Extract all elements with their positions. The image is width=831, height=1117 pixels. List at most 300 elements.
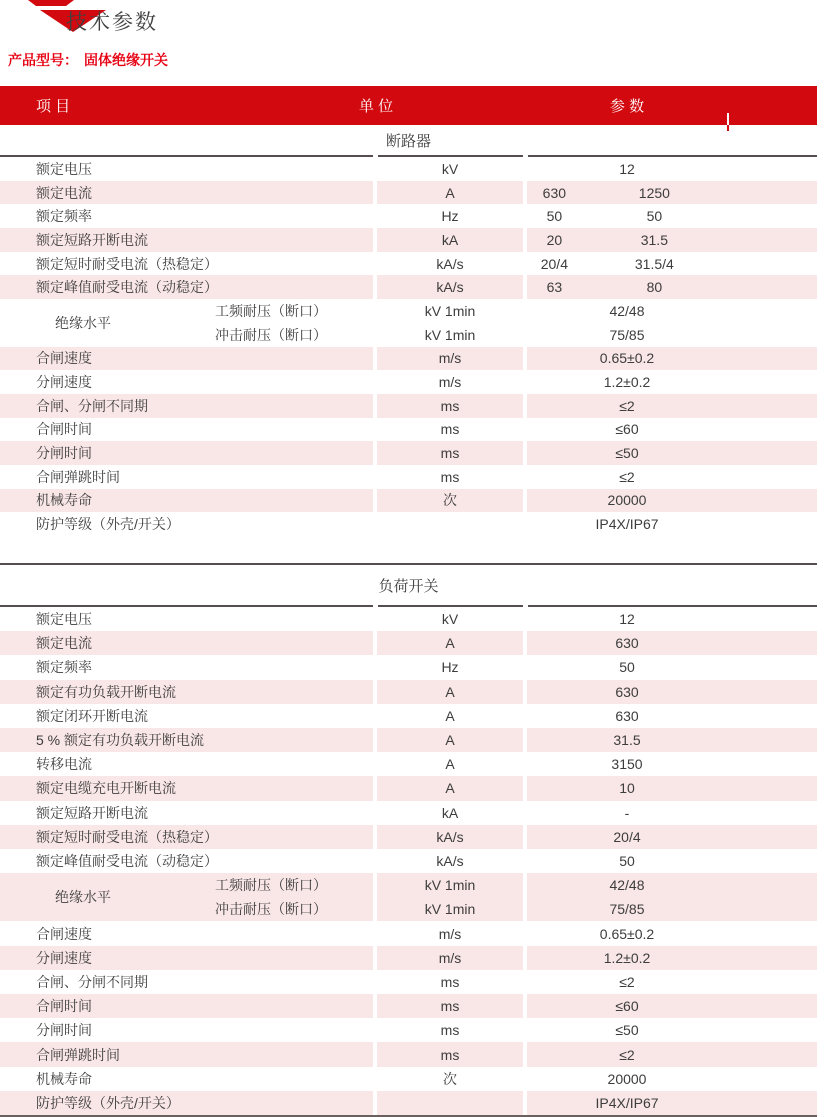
- row-unit-cell: [377, 994, 523, 1018]
- row-label: 额定频率: [36, 208, 92, 225]
- row-unit: ms: [440, 998, 460, 1015]
- row-values: [527, 611, 727, 627]
- row-unit: kA: [441, 804, 459, 821]
- row-values: [527, 185, 727, 201]
- row-values: [527, 780, 727, 796]
- table-row: [0, 873, 817, 921]
- row-value: 1250: [638, 184, 670, 201]
- table-row: [0, 275, 817, 299]
- row-unit: m/s: [438, 949, 462, 966]
- row-label: 额定有功负载开断电流: [36, 683, 176, 700]
- row-value: ≤50: [615, 1022, 639, 1039]
- row-item-cell: [0, 347, 373, 371]
- header-item-label: 项 目: [36, 98, 71, 115]
- row-value: ≤2: [619, 973, 635, 990]
- row-item-cell: [0, 921, 373, 945]
- row-values: [527, 445, 727, 461]
- row-param-cell: [527, 157, 817, 181]
- header-param-label: 参 数: [609, 98, 645, 115]
- row-unit: 次: [443, 1070, 457, 1087]
- row-value: 1.2±0.2: [603, 374, 651, 391]
- table-row: [0, 441, 817, 465]
- row-param-cell: [527, 680, 817, 704]
- row-unit: kA/s: [436, 255, 464, 272]
- group-sub-label: 工频耐压（断口）: [215, 877, 327, 894]
- row-unit: ms: [440, 1046, 460, 1063]
- row-param-cell: [527, 849, 817, 873]
- table-row: [0, 418, 817, 442]
- row-value: ≤50: [615, 445, 639, 462]
- product-model-line: [8, 50, 168, 70]
- row-label: 合闸时间: [36, 998, 92, 1015]
- row-label: 防护等级（外壳/开关）: [36, 516, 180, 533]
- table-row: [0, 228, 817, 252]
- row-values: [527, 1095, 727, 1111]
- row-unit-cell: [377, 418, 523, 442]
- row-param-cell: [527, 970, 817, 994]
- row-values: [527, 279, 727, 295]
- row-unit-cell: [377, 970, 523, 994]
- row-item-cell: [0, 873, 373, 921]
- table-row: [0, 994, 817, 1018]
- row-param-cell: [527, 994, 817, 1018]
- row-values: [527, 829, 727, 845]
- row-unit-cell: [377, 1018, 523, 1042]
- row-value: 31.5: [613, 732, 641, 749]
- row-label: 机械寿命: [36, 492, 92, 509]
- row-unit-cell: [377, 489, 523, 513]
- row-unit-cell: [377, 1091, 523, 1115]
- row-value: 630: [542, 184, 567, 201]
- row-unit-cell: [377, 204, 523, 228]
- table-row: [0, 252, 817, 276]
- row-item-cell: [0, 252, 373, 276]
- row-item-cell: [0, 228, 373, 252]
- row-value: ≤2: [619, 397, 635, 414]
- row-value: 75/85: [609, 326, 645, 343]
- row-unit: kV 1min: [424, 326, 476, 343]
- row-unit: A: [445, 756, 455, 773]
- group-sub-label: 工频耐压（断口）: [215, 302, 327, 319]
- row-param-cell: [527, 825, 817, 849]
- group-sub-label: 冲击耐压（断口）: [215, 326, 327, 343]
- row-item-cell: [0, 776, 373, 800]
- row-unit: A: [445, 732, 455, 749]
- group-sub-labels: [215, 873, 327, 921]
- table-row: [0, 299, 817, 346]
- table-row: [0, 801, 817, 825]
- row-values: [527, 708, 727, 724]
- row-item-cell: [0, 801, 373, 825]
- row-unit: A: [445, 707, 455, 724]
- row-label: 合闸时间: [36, 421, 92, 438]
- row-values: [527, 421, 727, 437]
- row-unit: Hz: [441, 208, 459, 225]
- row-param-cell: [527, 370, 817, 394]
- row-unit-cell: [377, 680, 523, 704]
- row-unit: kV 1min: [424, 877, 476, 894]
- group-sub-labels: [215, 299, 327, 346]
- row-item-cell: [0, 465, 373, 489]
- row-values: [527, 374, 727, 390]
- row-param-cell: [527, 299, 817, 346]
- row-unit: A: [445, 184, 455, 201]
- row-value: 0.65±0.2: [599, 925, 655, 942]
- row-unit-cell: [377, 607, 523, 631]
- row-item-cell: [0, 970, 373, 994]
- row-unit-cell: [377, 394, 523, 418]
- row-param-cell: [527, 441, 817, 465]
- row-item-cell: [0, 275, 373, 299]
- row-values: [527, 1071, 727, 1087]
- row-unit: m/s: [438, 350, 462, 367]
- row-label: 合闸、分闸不同期: [36, 397, 148, 414]
- section-gap: [0, 536, 817, 563]
- row-values: [527, 805, 727, 821]
- section-rows: [0, 157, 817, 536]
- row-value: 630: [615, 683, 639, 700]
- row-value: 31.5: [640, 231, 668, 248]
- row-item-cell: [0, 1091, 373, 1115]
- row-unit: ms: [440, 468, 460, 485]
- row-param-cell: [527, 465, 817, 489]
- row-value: 63: [546, 279, 563, 296]
- row-value: -: [624, 804, 630, 821]
- row-unit-cell: [377, 873, 523, 921]
- row-unit-cell: [377, 728, 523, 752]
- row-item-cell: [0, 418, 373, 442]
- table-header-bar: [0, 86, 817, 125]
- row-unit-cell: [377, 825, 523, 849]
- row-values: [527, 974, 727, 990]
- row-item-cell: [0, 946, 373, 970]
- row-item-cell: [0, 181, 373, 205]
- row-item-cell: [0, 752, 373, 776]
- row-label: 机械寿命: [36, 1070, 92, 1087]
- row-param-cell: [527, 1091, 817, 1115]
- group-label: 绝缘水平: [55, 889, 111, 906]
- row-unit-cell: [377, 465, 523, 489]
- row-unit-cell: [377, 946, 523, 970]
- row-param-cell: [527, 921, 817, 945]
- row-value: 20000: [607, 492, 647, 509]
- row-unit-cell: [377, 921, 523, 945]
- row-value: 50: [646, 208, 663, 225]
- row-unit: kA/s: [436, 279, 464, 296]
- row-unit-cell: [377, 801, 523, 825]
- row-value: 10: [619, 780, 635, 797]
- row-value: 20000: [607, 1070, 647, 1087]
- row-param-cell: [527, 607, 817, 631]
- row-values: [527, 732, 727, 748]
- section-title: 断路器: [385, 132, 431, 150]
- section-title: 负荷开关: [378, 577, 439, 595]
- row-unit-cell: [377, 299, 523, 346]
- row-label: 额定短时耐受电流（热稳定）: [36, 828, 218, 845]
- row-label: 额定频率: [36, 659, 92, 676]
- row-param-cell: [527, 704, 817, 728]
- row-value: ≤2: [619, 468, 635, 485]
- row-param-cell: [527, 752, 817, 776]
- row-param-cell: [527, 655, 817, 679]
- row-unit: Hz: [441, 659, 459, 676]
- table-row: [0, 704, 817, 728]
- table-row: [0, 946, 817, 970]
- table-row: [0, 921, 817, 945]
- row-unit: ms: [440, 421, 460, 438]
- header-column-tick: [727, 113, 729, 125]
- row-unit-cell: [377, 849, 523, 873]
- header-unit-label: 单 位: [358, 98, 394, 115]
- row-value: 12: [619, 160, 635, 177]
- row-label: 额定峰值耐受电流（动稳定）: [36, 852, 218, 869]
- table-row: [0, 728, 817, 752]
- table-row: [0, 752, 817, 776]
- row-value: 42/48: [609, 877, 645, 894]
- row-unit-cell: [377, 1067, 523, 1091]
- row-item-cell: [0, 825, 373, 849]
- row-unit-cell: [377, 252, 523, 276]
- row-unit-cell: [377, 704, 523, 728]
- table-row: [0, 1018, 817, 1042]
- row-values: [527, 256, 727, 272]
- row-unit-cell: [377, 347, 523, 371]
- table-row: [0, 970, 817, 994]
- row-item-cell: [0, 441, 373, 465]
- row-values: [527, 853, 727, 869]
- row-item-cell: [0, 680, 373, 704]
- row-label: 合闸弹跳时间: [36, 1046, 120, 1063]
- row-param-cell: [527, 631, 817, 655]
- row-value: 50: [619, 659, 635, 676]
- row-value: 12: [619, 611, 635, 628]
- row-item-cell: [0, 370, 373, 394]
- row-values: [527, 635, 727, 651]
- row-values: [527, 950, 727, 966]
- row-value: 42/48: [609, 302, 645, 319]
- row-value: 80: [646, 279, 663, 296]
- row-value: 20: [546, 231, 563, 248]
- table-row: [0, 394, 817, 418]
- table-row: [0, 204, 817, 228]
- table-rule: [0, 563, 817, 565]
- row-item-cell: [0, 728, 373, 752]
- row-label: 转移电流: [36, 756, 92, 773]
- row-values: [527, 926, 727, 942]
- row-value: 630: [615, 707, 639, 724]
- table-row: [0, 465, 817, 489]
- row-item-cell: [0, 704, 373, 728]
- row-label: 额定电压: [36, 611, 92, 628]
- row-param-cell: [527, 1042, 817, 1066]
- row-values: [527, 516, 727, 532]
- row-item-cell: [0, 994, 373, 1018]
- table-row: [0, 1042, 817, 1066]
- row-value: IP4X/IP67: [595, 1094, 659, 1111]
- row-value: ≤2: [619, 1046, 635, 1063]
- row-value: ≤60: [615, 998, 639, 1015]
- row-label: 合闸速度: [36, 925, 92, 942]
- row-values: [527, 208, 727, 224]
- row-unit: kV: [441, 160, 459, 177]
- row-unit-cell: [377, 157, 523, 181]
- table-row: [0, 347, 817, 371]
- row-item-cell: [0, 299, 373, 346]
- row-item-cell: [0, 607, 373, 631]
- row-unit: ms: [440, 973, 460, 990]
- row-values: [527, 161, 727, 177]
- row-value: 50: [619, 852, 635, 869]
- row-value: 630: [615, 635, 639, 652]
- page-title: 技术参数: [66, 11, 158, 34]
- row-unit: m/s: [438, 925, 462, 942]
- row-values: [527, 998, 727, 1014]
- table-row: [0, 181, 817, 205]
- row-values: [527, 232, 727, 248]
- row-value: 75/85: [609, 901, 645, 918]
- row-value: 0.65±0.2: [599, 350, 655, 367]
- table-row: [0, 680, 817, 704]
- product-model-label: 产品型号：: [8, 52, 78, 68]
- row-unit: kV 1min: [424, 901, 476, 918]
- row-label: 分闸时间: [36, 1022, 92, 1039]
- row-label: 合闸速度: [36, 350, 92, 367]
- row-value: IP4X/IP67: [595, 516, 659, 533]
- row-param-cell: [527, 394, 817, 418]
- row-param-cell: [527, 181, 817, 205]
- row-label: 额定峰值耐受电流（动稳定）: [36, 279, 218, 296]
- row-param-cell: [527, 275, 817, 299]
- row-item-cell: [0, 512, 373, 536]
- table-row: [0, 607, 817, 631]
- section-rows: [0, 607, 817, 1115]
- row-label: 合闸、分闸不同期: [36, 973, 148, 990]
- table-row: [0, 1067, 817, 1091]
- row-label: 额定电流: [36, 184, 92, 201]
- row-param-cell: [527, 776, 817, 800]
- table-row: [0, 512, 817, 536]
- row-unit-cell: [377, 776, 523, 800]
- row-item-cell: [0, 655, 373, 679]
- row-param-cell: [527, 1018, 817, 1042]
- table-row: [0, 825, 817, 849]
- row-label: 合闸弹跳时间: [36, 468, 120, 485]
- row-param-cell: [527, 512, 817, 536]
- row-item-cell: [0, 394, 373, 418]
- row-values: [527, 756, 727, 772]
- row-unit: ms: [440, 445, 460, 462]
- row-unit-cell: [377, 275, 523, 299]
- row-unit: kA: [441, 231, 459, 248]
- row-param-cell: [527, 418, 817, 442]
- row-item-cell: [0, 204, 373, 228]
- row-value: 20/4: [613, 828, 641, 845]
- row-unit: kV 1min: [424, 302, 476, 319]
- row-unit: ms: [440, 1022, 460, 1039]
- row-values: [527, 659, 727, 675]
- table-row: [0, 631, 817, 655]
- row-param-cell: [527, 252, 817, 276]
- row-label: 额定电压: [36, 160, 92, 177]
- row-unit-cell: [377, 752, 523, 776]
- table-row: [0, 1091, 817, 1115]
- table-sections: [0, 125, 817, 1117]
- row-value: 3150: [611, 756, 643, 773]
- table-row: [0, 776, 817, 800]
- row-label: 分闸速度: [36, 374, 92, 391]
- row-param-cell: [527, 873, 817, 921]
- row-label: 防护等级（外壳/开关）: [36, 1094, 180, 1111]
- row-values: [527, 684, 727, 700]
- row-unit: ms: [440, 397, 460, 414]
- row-label: 额定闭环开断电流: [36, 707, 148, 724]
- row-unit-cell: [377, 631, 523, 655]
- row-param-cell: [527, 489, 817, 513]
- row-unit: A: [445, 683, 455, 700]
- row-unit-cell: [377, 655, 523, 679]
- row-values: [527, 1047, 727, 1063]
- group-label: 绝缘水平: [55, 314, 111, 331]
- row-item-cell: [0, 157, 373, 181]
- row-value: 31.5/4: [634, 255, 674, 272]
- row-unit: kV: [441, 611, 459, 628]
- row-item-cell: [0, 631, 373, 655]
- row-item-cell: [0, 849, 373, 873]
- row-label: 分闸时间: [36, 445, 92, 462]
- table-row: [0, 157, 817, 181]
- row-unit-cell: [377, 181, 523, 205]
- row-values: [527, 492, 727, 508]
- row-value: 50: [546, 208, 563, 225]
- row-value: 1.2±0.2: [603, 949, 651, 966]
- row-unit: kA/s: [436, 852, 464, 869]
- row-item-cell: [0, 1042, 373, 1066]
- table-row: [0, 489, 817, 513]
- row-label: 5 % 额定有功负载开断电流: [36, 732, 205, 749]
- row-param-cell: [527, 347, 817, 371]
- row-unit: kA/s: [436, 828, 464, 845]
- row-label: 额定短路开断电流: [36, 231, 148, 248]
- row-label: 分闸速度: [36, 949, 92, 966]
- row-param-cell: [527, 801, 817, 825]
- row-unit-cell: [377, 441, 523, 465]
- row-value: ≤60: [615, 421, 639, 438]
- row-param-cell: [527, 728, 817, 752]
- row-item-cell: [0, 489, 373, 513]
- row-label: 额定电流: [36, 635, 92, 652]
- row-values: [527, 469, 727, 485]
- row-param-cell: [527, 1067, 817, 1091]
- group-sub-label: 冲击耐压（断口）: [215, 901, 327, 918]
- row-label: 额定电缆充电开断电流: [36, 780, 176, 797]
- row-unit-cell: [377, 228, 523, 252]
- row-label: 额定短路开断电流: [36, 804, 148, 821]
- product-model-value: 固体绝缘开关: [84, 52, 168, 68]
- table-row: [0, 655, 817, 679]
- row-unit: A: [445, 780, 455, 797]
- row-label: 额定短时耐受电流（热稳定）: [36, 255, 218, 272]
- row-unit: A: [445, 635, 455, 652]
- table-row: [0, 370, 817, 394]
- row-value: 20/4: [540, 255, 568, 272]
- row-param-cell: [527, 946, 817, 970]
- row-unit: 次: [443, 492, 457, 509]
- row-param-cell: [527, 228, 817, 252]
- row-unit-cell: [377, 1042, 523, 1066]
- row-values: [527, 350, 727, 366]
- row-param-cell: [527, 204, 817, 228]
- row-unit: m/s: [438, 374, 462, 391]
